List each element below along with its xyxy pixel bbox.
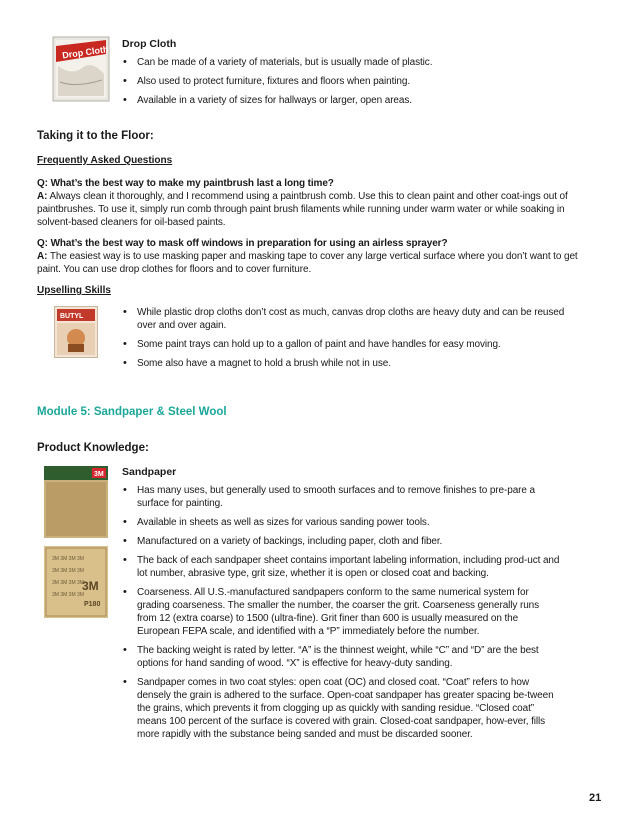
- upselling-image: [54, 306, 98, 358]
- drop-cloth-title: Drop Cloth: [122, 38, 177, 50]
- drop-cloth-image-text: Drop Cloth: [61, 44, 110, 61]
- faq-answer-label: A:: [37, 251, 48, 262]
- sandpaper-front-image: [44, 466, 108, 538]
- svg-text:3M 3M 3M 3M: 3M 3M 3M 3M: [52, 568, 84, 574]
- drop-cloth-bullets: [121, 56, 591, 113]
- module-5-title: Module 5: Sandpaper & Steel Wool: [37, 406, 227, 418]
- list-item: • Manufactured on a variety of backings, including paper, cloth and fiber.: [121, 535, 561, 548]
- list-item: • Also used to protect furniture, fixtures and floors when painting.: [121, 75, 591, 88]
- list-item: • Sandpaper comes in two coat styles: open coat (OC) and closed coat. “Coat” refers to how densely the grain is adhered to the surface. Open-coat sandpaper has greater spacing be-tween the grains, which prevents it from clogging up as quickly with sanding residue. “Closed coat” means 100 percent of the surface is covered with grain. Closed-coat sandpaper, how-ever, fills more rapidly with the substance being sanded and must be discarded sooner.: [121, 676, 561, 741]
- faq-question-2: Q: What’s the best way to mask off windows in preparation for using an airless sprayer?: [37, 238, 448, 249]
- svg-text:3M 3M 3M 3M: 3M 3M 3M 3M: [52, 592, 84, 598]
- list-item: • Some also have a magnet to hold a brush while not in use.: [121, 357, 576, 370]
- faq-answer-1: [37, 190, 595, 229]
- drop-cloth-package-icon: [52, 36, 110, 102]
- faq-item-2: [37, 237, 595, 276]
- sandpaper-back-brand: 3M: [82, 579, 99, 593]
- canvas-drop-cloth-icon: [54, 306, 98, 358]
- faq-answer-2: [37, 250, 595, 276]
- upselling-heading: Upselling Skills: [37, 285, 111, 296]
- list-item: • Some paint trays can hold up to a gallon of paint and have handles for easy moving.: [121, 338, 576, 351]
- list-item: • The backing weight is rated by letter. “A” is the thinnest weight, while “C” and “D” are the best options for hand sanding of wood. “X” is effective for heavy-duty sanding.: [121, 644, 561, 670]
- sandpaper-back-icon: [44, 546, 108, 618]
- page-number: 21: [589, 792, 602, 804]
- faq-item-1: [37, 177, 595, 229]
- sandpaper-title: Sandpaper: [122, 466, 177, 478]
- svg-text:3M 3M 3M 3M: 3M 3M 3M 3M: [52, 556, 84, 562]
- upselling-image-text: BUTYL: [60, 313, 84, 320]
- list-item: • Available in sheets as well as sizes for various sanding power tools.: [121, 516, 561, 529]
- sandpaper-sheet-icon: [44, 466, 108, 538]
- list-item: • While plastic drop cloths don’t cost as much, canvas drop cloths are heavy duty and can be reused over and over again.: [121, 306, 576, 332]
- sandpaper-bullets: [121, 484, 561, 747]
- sandpaper-brand-text: 3M: [94, 471, 104, 478]
- faq-question-1: Q: What’s the best way to make my paintbrush last a long time?: [37, 178, 334, 189]
- svg-text:3M 3M 3M 3M: 3M 3M 3M 3M: [52, 580, 84, 586]
- upselling-bullets: [121, 306, 576, 376]
- faq-answer-text: Always clean it thoroughly, and I recommend using a paintbrush comb. Use this to clean paint and other coat-ings out of paintbrushes. To use it, simply run comb through paint brush filaments while running under warm water or while soaking in solvent-based cleaners for oil-based paints.: [37, 191, 568, 228]
- drop-cloth-image: [52, 36, 110, 102]
- sandpaper-grit-text: P180: [84, 601, 101, 608]
- faq-answer-label: A:: [37, 191, 48, 202]
- list-item: • Has many uses, but generally used to smooth surfaces and to remove finishes to pre-pare a surface for painting.: [121, 484, 561, 510]
- product-knowledge-heading: Product Knowledge:: [37, 442, 149, 454]
- faq-answer-text: The easiest way is to use masking paper and masking tape to cover any large vertical surface where you don’t want to get paint. You can use drop clothes for floors and to cover furniture.: [37, 251, 578, 275]
- list-item: • Available in a variety of sizes for hallways or larger, open areas.: [121, 94, 591, 107]
- sandpaper-back-image: [44, 546, 108, 618]
- floor-heading: Taking it to the Floor:: [37, 130, 154, 142]
- list-item: • The back of each sandpaper sheet contains important labeling information, including prod-uct and lot number, abrasive type, grit size, whether it is open or closed coat and backing.: [121, 554, 561, 580]
- list-item: • Coarseness. All U.S.-manufactured sandpapers conform to the same numerical system for grading coarseness. The smaller the number, the coarser the grit. Coarseness generally runs from 12 (extra coarse) to 1500 (ultra-fine). Grit finer than 600 is usually measured on the European FEPA scale, and identified with a “P” immediately before the number.: [121, 586, 561, 638]
- list-item: • Can be made of a variety of materials, but is usually made of plastic.: [121, 56, 591, 69]
- faq-heading: Frequently Asked Questions: [37, 155, 173, 166]
